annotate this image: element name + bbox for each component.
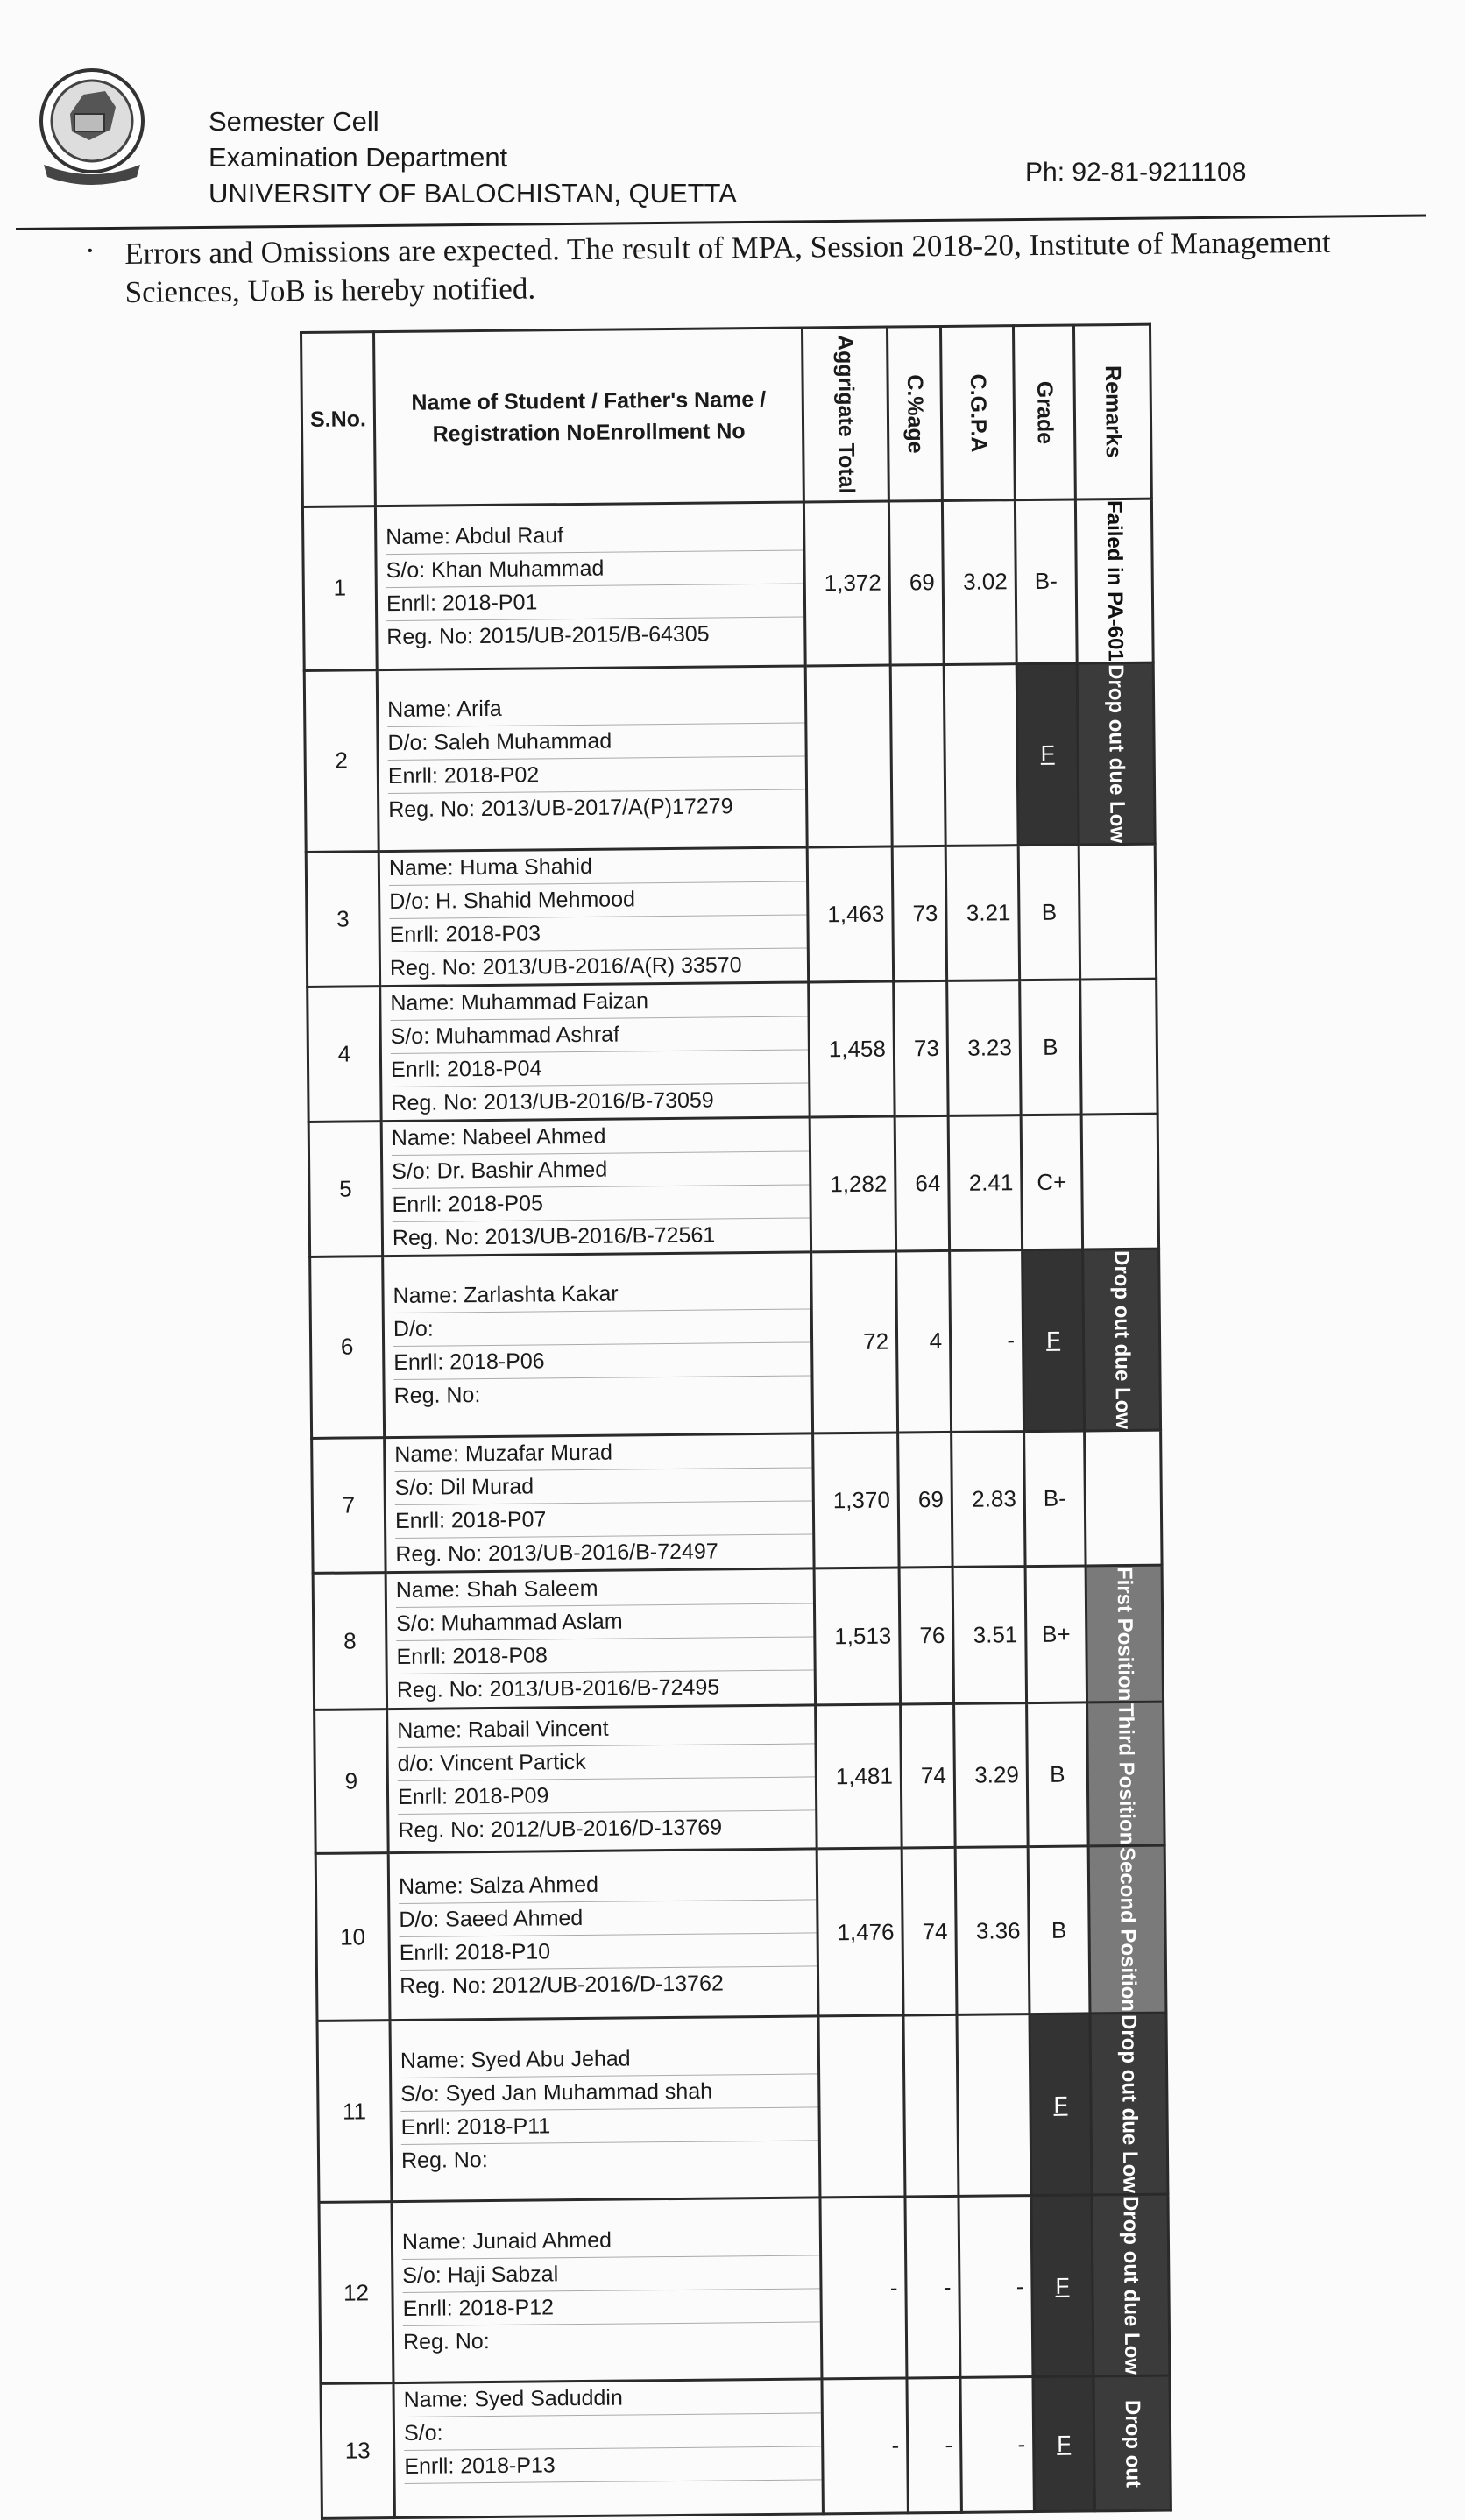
- table-row: [308, 979, 1157, 1122]
- remarks-text: Drop out due Low: [1109, 1249, 1136, 1429]
- student-name: Name: Rabail Vincent: [397, 1710, 814, 1748]
- enrollment-no: Enrll: 2018-P02: [388, 757, 805, 795]
- header-name: Name of Student / Father's Name / Registration NoEnrollment No: [374, 328, 804, 506]
- cell-aggregate: 1,458: [809, 981, 895, 1117]
- result-table: [300, 323, 1172, 2520]
- table-row: [313, 1565, 1163, 1710]
- table-row: [304, 662, 1155, 852]
- university-logo: [35, 61, 149, 193]
- cell-sno: 4: [308, 986, 381, 1122]
- cell-grade: F: [1031, 2195, 1093, 2377]
- father-name: S/o: Khan Muhammad: [386, 551, 803, 589]
- cell-remarks: [1083, 1249, 1161, 1431]
- enrollment-no: Enrll: 2018-P01: [386, 584, 803, 622]
- cell-cgpa: 3.36: [955, 1847, 1030, 2015]
- father-name: S/o: Dil Murad: [394, 1468, 811, 1505]
- cell-cgpa: 3.21: [945, 845, 1019, 980]
- bullet-mark: •: [88, 244, 93, 258]
- cell-aggregate: 1,282: [810, 1116, 895, 1252]
- enrollment-no: Enrll: 2018-P12: [402, 2289, 819, 2326]
- student-name: Name: Abdul Rauf: [386, 518, 803, 556]
- cell-remarks: [1087, 1702, 1165, 1846]
- registration-no: Reg. No:: [402, 2328, 490, 2354]
- remarks-text: Third Position: [1114, 1702, 1139, 1845]
- cell-cgpa: 3.02: [942, 500, 1016, 664]
- cell-percentage: 73: [892, 846, 946, 981]
- father-name: D/o:: [393, 1310, 810, 1348]
- enrollment-no: Enrll: 2018-P05: [392, 1185, 809, 1222]
- header-line-department: Examination Department: [209, 142, 508, 173]
- cell-sno: 9: [315, 1709, 389, 1854]
- student-name: Name: Shah Saleem: [396, 1570, 813, 1608]
- cell-grade: B-: [1015, 499, 1077, 663]
- cell-aggregate: 72: [811, 1251, 898, 1433]
- remarks-text: Failed in PA-601: [1101, 499, 1128, 662]
- cell-grade: F: [1030, 2014, 1092, 2196]
- cell-grade: B: [1020, 980, 1081, 1115]
- cell-student-info: [390, 2016, 820, 2202]
- cell-aggregate: 1,476: [817, 1848, 903, 2016]
- student-name: Name: Zarlashta Kakar: [393, 1277, 810, 1314]
- cell-grade: B-: [1024, 1431, 1086, 1567]
- cell-sno: 2: [304, 669, 379, 852]
- registration-no: Reg. No: 2013/UB-2016/B-72495: [396, 1674, 720, 1702]
- cell-percentage: 76: [899, 1567, 953, 1704]
- remarks-text: Drop out due Low: [1103, 663, 1129, 843]
- cell-cgpa: -: [960, 2377, 1034, 2513]
- enrollment-no: Enrll: 2018-P13: [404, 2447, 821, 2485]
- cell-sno: 3: [306, 851, 379, 987]
- cell-aggregate: -: [820, 2197, 907, 2379]
- cell-cgpa: [944, 663, 1018, 846]
- cell-cgpa: 2.83: [952, 1431, 1025, 1567]
- cell-student-info: [386, 1568, 815, 1709]
- cell-student-info: [393, 2379, 823, 2518]
- enrollment-no: Enrll: 2018-P11: [401, 2107, 818, 2145]
- header-line-semester-cell: Semester Cell: [209, 106, 379, 137]
- father-name: S/o: Syed Jan Muhammad shah: [400, 2074, 817, 2112]
- father-name: d/o: Vincent Partick: [398, 1744, 815, 1781]
- cell-grade: C+: [1021, 1115, 1082, 1250]
- student-name: Name: Junaid Ahmed: [402, 2222, 819, 2260]
- father-name: S/o:: [404, 2414, 821, 2452]
- cell-student-info: [381, 1117, 810, 1256]
- cell-percentage: 69: [888, 500, 944, 664]
- cell-student-info: [375, 502, 805, 669]
- institution-header: [209, 103, 737, 211]
- table-header-row: [301, 324, 1152, 506]
- registration-no: Reg. No:: [400, 2147, 488, 2173]
- cell-aggregate: 1,370: [813, 1433, 899, 1568]
- cell-cgpa: 3.51: [952, 1566, 1026, 1703]
- cell-sno: 1: [302, 506, 377, 670]
- student-name: Name: Syed Abu Jehad: [400, 2041, 817, 2078]
- cell-percentage: -: [907, 2378, 961, 2514]
- registration-no: Reg. No: 2013/UB-2017/A(P)17279: [388, 794, 733, 823]
- header-cgpa: C.G.P.A: [940, 326, 1015, 501]
- registration-no: Reg. No: 2013/UB-2016/B-73059: [391, 1087, 714, 1115]
- cell-aggregate: 1,463: [807, 846, 893, 982]
- student-name: Name: Salza Ahmed: [399, 1866, 816, 1904]
- cell-aggregate: 1,513: [814, 1568, 900, 1705]
- cell-cgpa: -: [959, 2196, 1033, 2378]
- registration-no: Reg. No: 2013/UB-2016/B-72561: [392, 1222, 716, 1250]
- cell-grade: B: [1018, 845, 1079, 980]
- cell-percentage: 69: [898, 1432, 952, 1568]
- table-row: [319, 2194, 1170, 2383]
- registration-no: Reg. No: 2015/UB-2015/B-64305: [386, 621, 710, 650]
- cell-sno: 8: [313, 1572, 386, 1709]
- cell-sno: 7: [312, 1437, 386, 1573]
- cell-percentage: 73: [894, 980, 948, 1116]
- cell-cgpa: 3.23: [947, 980, 1021, 1115]
- header-remarks: Remarks: [1073, 324, 1151, 499]
- table-row: [306, 844, 1156, 987]
- cell-remarks: [1092, 2194, 1170, 2376]
- cell-aggregate: 1,481: [816, 1704, 902, 1849]
- father-name: D/o: H. Shahid Mehmood: [389, 881, 806, 919]
- cell-remarks: [1086, 1565, 1163, 1702]
- remarks-text: Drop out: [1120, 2399, 1145, 2488]
- table-row: [310, 1249, 1161, 1438]
- cell-remarks: [1077, 662, 1155, 845]
- cell-remarks: [1085, 1430, 1162, 1566]
- cell-sno: 5: [308, 1121, 382, 1256]
- cell-remarks: [1080, 979, 1157, 1115]
- cell-grade: F: [1023, 1249, 1085, 1432]
- cell-percentage: [890, 664, 945, 846]
- cell-student-info: [385, 1433, 814, 1572]
- father-name: S/o: Haji Sabzal: [402, 2255, 819, 2293]
- cell-sno: 11: [317, 2021, 392, 2203]
- enrollment-no: Enrll: 2018-P08: [396, 1637, 813, 1674]
- table-row: [308, 1114, 1158, 1256]
- father-name: D/o: Saeed Ahmed: [399, 1900, 816, 1937]
- cell-remarks: [1090, 2013, 1168, 2195]
- registration-no: Reg. No: 2012/UB-2016/D-13769: [398, 1815, 723, 1844]
- cell-remarks: [1093, 2375, 1171, 2511]
- cell-percentage: 74: [901, 1703, 956, 1848]
- cell-student-info: [377, 666, 807, 852]
- cell-student-info: [392, 2198, 822, 2383]
- cell-percentage: [903, 2015, 959, 2198]
- father-name: S/o: Muhammad Ashraf: [391, 1016, 808, 1054]
- table-row: [317, 2013, 1168, 2202]
- registration-no: Reg. No: 2012/UB-2016/D-13762: [400, 1971, 724, 1999]
- cell-sno: 6: [310, 1256, 385, 1438]
- cell-grade: F: [1016, 663, 1079, 846]
- student-name: Name: Arifa: [387, 690, 804, 728]
- cell-aggregate: 1,372: [803, 501, 890, 666]
- cell-percentage: 64: [895, 1115, 949, 1251]
- remarks-text: Drop out due Low: [1116, 2014, 1143, 2194]
- cell-grade: F: [1033, 2376, 1094, 2512]
- registration-no: [405, 2481, 822, 2517]
- table-body: [302, 499, 1171, 2518]
- enrollment-no: Enrll: 2018-P03: [389, 915, 806, 952]
- table-row: [315, 1702, 1165, 1854]
- cell-grade: B: [1027, 1702, 1089, 1847]
- remarks-text: Second Position: [1115, 1847, 1141, 2013]
- cell-student-info: [387, 1705, 817, 1853]
- result-table-wrapper: [300, 323, 1172, 2520]
- cell-student-info: [388, 1849, 818, 2021]
- header-sno: S.No.: [301, 332, 376, 507]
- header-percentage: C.%age: [887, 326, 942, 501]
- registration-no: Reg. No:: [393, 1383, 481, 1409]
- cell-remarks: [1075, 499, 1153, 662]
- cell-student-info: [383, 1252, 813, 1438]
- cell-grade: B: [1028, 1846, 1090, 2014]
- student-name: Name: Muhammad Faizan: [390, 983, 807, 1021]
- cell-remarks: [1079, 844, 1156, 980]
- enrollment-no: Enrll: 2018-P07: [395, 1501, 812, 1539]
- cell-cgpa: -: [950, 1249, 1024, 1432]
- cell-remarks: [1088, 1845, 1166, 2014]
- cell-sno: 10: [315, 1853, 390, 2021]
- student-name: Name: Huma Shahid: [389, 848, 806, 886]
- cell-aggregate: [805, 665, 892, 847]
- enrollment-no: Enrll: 2018-P04: [391, 1050, 808, 1087]
- cell-sno: 13: [321, 2383, 394, 2519]
- cell-percentage: 4: [896, 1250, 952, 1433]
- registration-no: Reg. No: 2013/UB-2016/B-72497: [395, 1539, 718, 1567]
- registration-no: Reg. No: 2013/UB-2016/A(R) 33570: [389, 952, 742, 980]
- father-name: S/o: Dr. Bashir Ahmed: [392, 1151, 809, 1189]
- remarks-text: Drop out due Low: [1118, 2196, 1144, 2375]
- father-name: D/o: Saleh Muhammad: [387, 724, 804, 761]
- student-name: Name: Muzafar Murad: [394, 1434, 811, 1472]
- cell-student-info: [380, 982, 810, 1122]
- cell-aggregate: -: [822, 2378, 908, 2514]
- enrollment-no: Enrll: 2018-P06: [393, 1343, 810, 1381]
- student-name: Name: Syed Saduddin: [403, 2381, 820, 2418]
- header-aggregate: Aggrigate Total: [802, 327, 888, 502]
- cell-percentage: -: [905, 2197, 960, 2379]
- enrollment-no: Enrll: 2018-P09: [398, 1777, 815, 1815]
- student-name: Name: Nabeel Ahmed: [392, 1118, 809, 1156]
- cell-aggregate: [818, 2015, 905, 2198]
- result-notice: Errors and Omissions are expected. The result of MPA, Session 2018-20, Institute of Management Sciences, UoB is hereby notified.: [124, 224, 1331, 309]
- table-row: [312, 1430, 1162, 1573]
- father-name: S/o: Muhammad Aslam: [396, 1603, 813, 1641]
- phone-number: Ph: 92-81-9211108: [1025, 158, 1247, 187]
- enrollment-no: Enrll: 2018-P10: [400, 1933, 817, 1971]
- cell-percentage: 74: [902, 1848, 957, 2016]
- cell-remarks: [1081, 1114, 1158, 1249]
- cell-student-info: [379, 847, 808, 987]
- cell-cgpa: 3.29: [954, 1702, 1029, 1847]
- cell-cgpa: 2.41: [948, 1115, 1022, 1250]
- table-row: [315, 1845, 1166, 2021]
- remarks-text: First Position: [1112, 1566, 1138, 1702]
- header-line-university: UNIVERSITY OF BALOCHISTAN, QUETTA: [209, 178, 737, 209]
- cell-sno: 12: [319, 2202, 393, 2384]
- table-row: [321, 2375, 1171, 2518]
- header-grade: Grade: [1013, 325, 1075, 500]
- cell-grade: B+: [1025, 1566, 1086, 1703]
- table-row: [302, 499, 1153, 670]
- cell-cgpa: [957, 2014, 1031, 2197]
